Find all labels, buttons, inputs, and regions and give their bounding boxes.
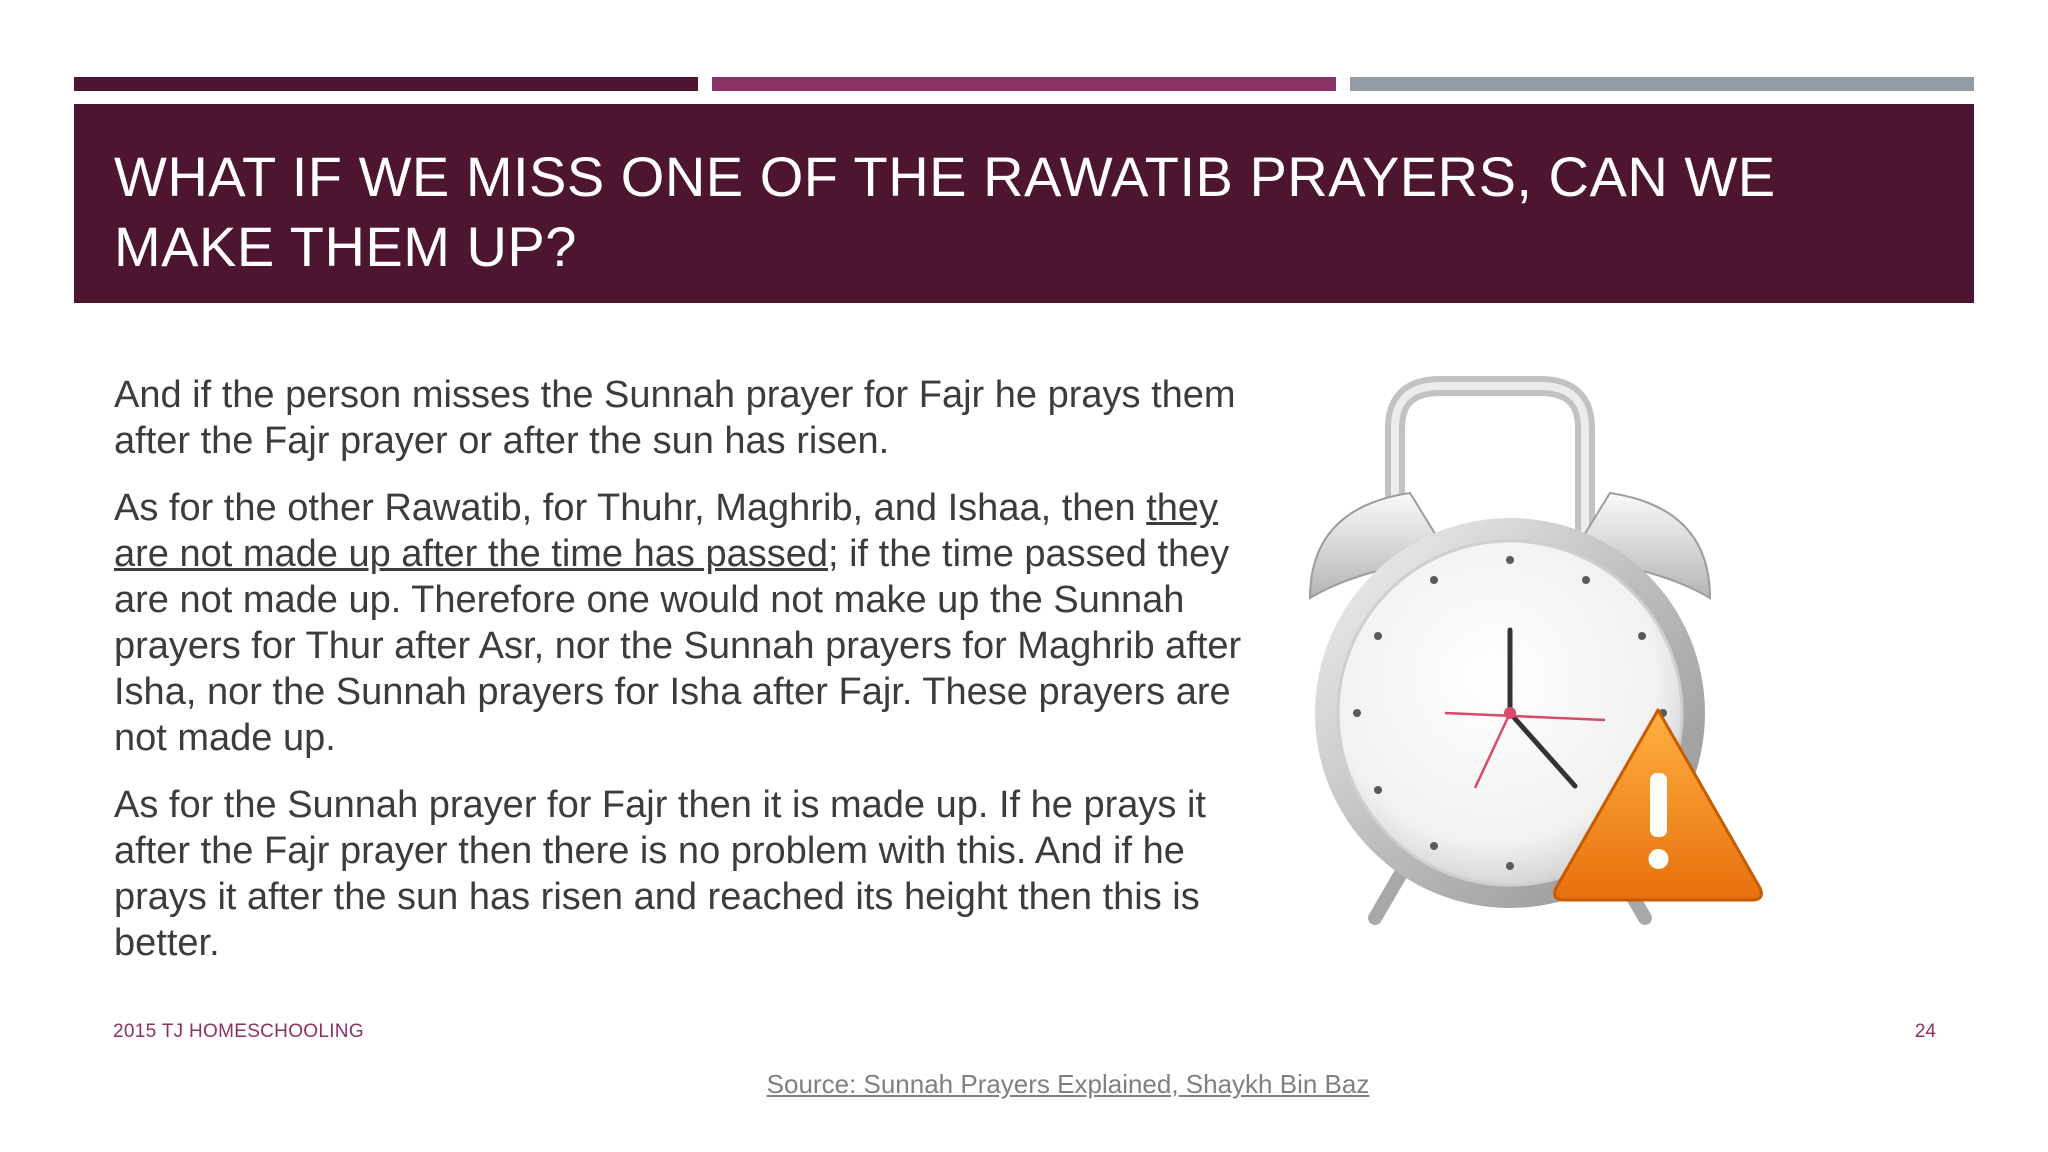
source-link[interactable]: Source: Sunnah Prayers Explained, Shaykh Bin Baz [766,1069,1370,1099]
paragraph-1: And if the person misses the Sunnah prayer for Fajr he prays them after the Fajr prayer or after the sun has risen. [114,374,1236,462]
title-band [74,104,1974,303]
page-number: 24 [1914,1021,1936,1042]
paragraph-2-end: ; if the time passed they are not made up. Therefore one would not make up the Sunnah prayers for Thur after Asr, nor the Sunnah prayers for Maghrib after Isha, nor the Sunnah prayers for Isha after Fajr. These prayers are not made up. [114,533,1242,759]
footer-left: 2015 TJ HOMESCHOOLING [113,1021,364,1042]
paragraph-3: As for the Sunnah prayer for Fajr then it is made up. If he prays it after the Fajr prayer then there is no problem with this. And if he prays it after the sun has risen and reached its height then this is better. [114,784,1206,964]
paragraph-2-underlined: they are not made up after the time has passed [114,487,1219,575]
paragraph-2 [114,485,1264,761]
accent-bar-3 [1350,77,1974,91]
accent-bar-1 [74,77,698,91]
paragraph-2-start: As for the other Rawatib, for Thuhr, Maghrib, and Ishaa, then [114,487,1147,529]
alarm-clock-warning-icon [1300,368,1770,948]
slide-title: WHAT IF WE MISS ONE OF THE RAWATIB PRAYERS, CAN WE MAKE THEM UP? [114,145,1776,278]
slide-body [114,372,1264,987]
accent-bar-2 [712,77,1336,91]
